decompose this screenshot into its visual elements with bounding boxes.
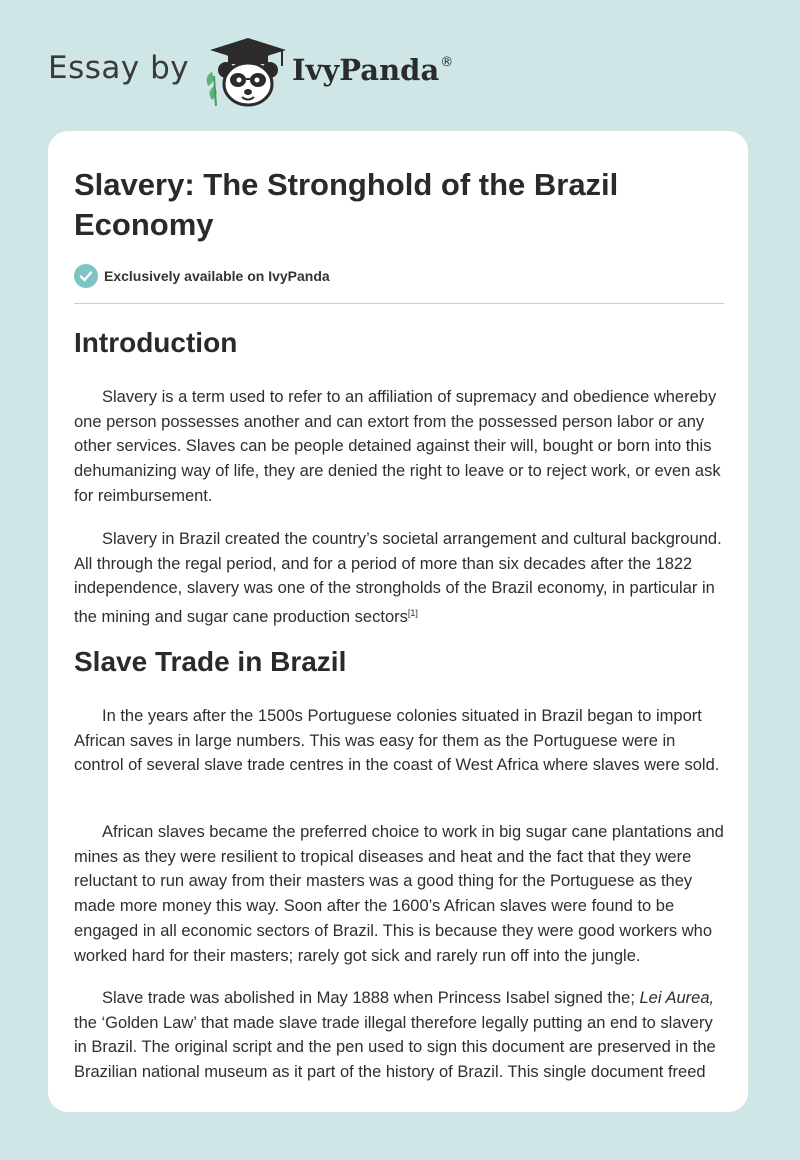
essay-card: [48, 131, 748, 1112]
paragraph: African slaves became the preferred choice to work in big sugar cane plantations and mines as they were resilient to tropical diseases and heat and the fact that they were reluctant to run away from their masters was a good thing for the Portuguese as they made more money this way. Soon after the 1600’s African slaves were found to be engaged in all economic sectors of Brazil. This is because they were good workers who worked hard for their masters; rarely got sick and rarely run off into the jungle.: [74, 823, 724, 965]
section-heading-slave-trade: Slave Trade in Brazil: [74, 646, 347, 677]
brand-name[interactable]: IvyPanda®: [292, 53, 454, 87]
page-title: Slavery: The Stronghold of the Brazil Economy: [74, 167, 619, 242]
paragraph: Slave trade was abolished in May 1888 when Princess Isabel signed the; Lei Aurea, the ‘Golden Law’ that made slave trade illegal therefore legally putting an end to slavery in Brazil. The original script and the pen used to sign this document are preserved in the Brazilian national museum as it part of the history of Brazil. This single document freed: [74, 989, 716, 1082]
site-header: [0, 0, 800, 130]
registered-mark: ®: [440, 55, 454, 70]
paragraph: Slavery in Brazil created the country’s societal arrangement and cultural background. All through the regal period, and for a period of more than six decades after the 1822 independence, slavery was one of the strongholds of the Brazil economy, in particular in the mining and sugar cane production sectors[1]: [74, 530, 722, 627]
divider: [74, 303, 724, 304]
check-circle-icon: [74, 264, 98, 288]
paragraph: Slavery is a term used to refer to an affiliation of supremacy and obedience whereby one person possesses another and can extort from the possessed person labor or any other services. Slaves can be people detained against their will, bought or born into this dehumanizing way of life, they are denied the right to leave or to reject work, or even ask for reimbursement.: [74, 388, 721, 505]
panda-graduate-icon[interactable]: [202, 36, 290, 108]
paragraph: In the years after the 1500s Portuguese colonies situated in Brazil began to import African saves in large numbers. This was easy for them as the Portuguese were in control of several slave trade centres in the coast of West Africa where slaves were sold.: [74, 707, 720, 775]
footnote-link[interactable]: [1]: [407, 608, 418, 619]
exclusive-label: Exclusively available on IvyPanda: [104, 268, 330, 284]
exclusive-badge: [74, 263, 330, 289]
italic-term: Lei Aurea,: [639, 989, 715, 1007]
essay-by-label: Essay by: [48, 50, 190, 86]
section-heading-introduction: Introduction: [74, 327, 238, 358]
